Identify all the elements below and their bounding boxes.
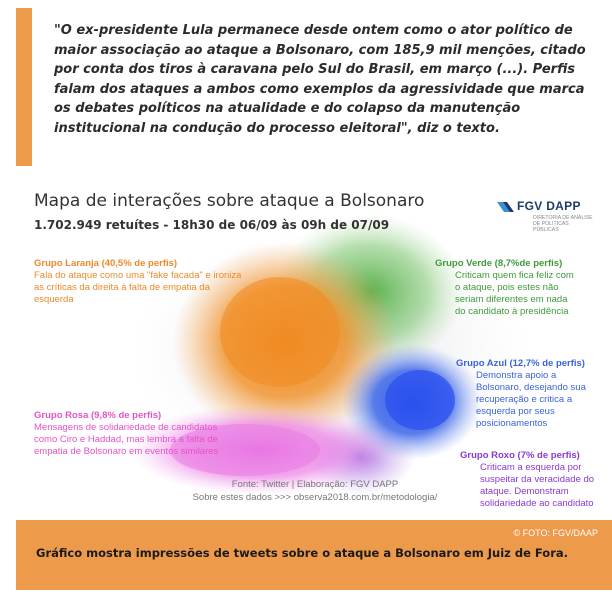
methodology-link[interactable]: Sobre estes dados >>> observa2018.com.br/metodologia/: [192, 492, 438, 503]
group-green-label: [435, 258, 575, 318]
group-purple-name: Grupo Roxo (7% de perfis): [460, 450, 580, 461]
group-pink-label: [34, 410, 224, 458]
group-pink-name: Grupo Rosa (9,8% de perfis): [34, 410, 162, 421]
group-orange-label: [34, 258, 244, 306]
caption-box: [16, 520, 612, 590]
photo-credit: © FOTO: FGV/DAAP: [513, 528, 598, 538]
logo-description: DIRETORIA DE ANÁLISE DE POLÍTICAS PÚBLICAS: [533, 215, 593, 234]
group-purple-description: Criticam a esquerda por suspeitar da veracidade do ataque. Demonstram solidariedade ao candidato: [480, 462, 595, 509]
group-green-description: Criticam quem fica feliz com o ataque, pois estes não seriam diferentes em nada do candidato à presidência: [455, 270, 574, 317]
group-orange-description: Fala do ataque como uma "fake facada" e ironiza as críticas da direita à falta de empatia da esquerda: [34, 270, 242, 305]
group-green-name: Grupo Verde (8,7%de perfis): [435, 258, 563, 269]
logo-name: FGV DAPP: [517, 199, 581, 213]
group-blue-name: Grupo Azul (12,7% de perfis): [456, 358, 585, 369]
group-blue-label: [456, 358, 596, 430]
source-credit: Fonte: Twitter | Elaboração: FGV DAPP: [231, 479, 399, 490]
network-infographic: [30, 182, 602, 518]
infographic-source: [170, 478, 460, 504]
group-blue-description: Demonstra apoio a Bolsonaro, desejando sua recuperação e critica a esquerda por seus posicionamentos: [476, 370, 586, 429]
infographic-subtitle: 1.702.949 retuítes - 18h30 de 06/09 às 09h de 07/09: [34, 218, 390, 232]
quote-text: "O ex-presidente Lula permanece desde ontem como o ator político de maior associação ao ataque a Bolsonaro, com 185,9 mil menções, citado por conta dos tiros à caravana pelo Sul do Brasil, em março (...). Perfis falam dos ataques a ambos como exemplos da agressividade que marca os debates políticos na atualidade e do colapso da manutenção institucional na condução do processo eleitoral", diz o texto.: [54, 23, 586, 136]
caption-text: Gráfico mostra impressões de tweets sobre o ataque a Bolsonaro em Juiz de Fora.: [36, 546, 568, 560]
quote-accent-bar: [16, 8, 32, 166]
group-pink-description: Mensagens de solidariedade de candidatos como Ciro e Haddad, mas lembra a falta de empatia de Bolsonaro em eventos similares: [34, 422, 219, 457]
infographic-title: Mapa de interações sobre ataque a Bolsonaro: [34, 191, 425, 211]
fgv-arrow-icon: [495, 201, 517, 213]
cluster-blue-core: [385, 370, 455, 430]
group-purple-label: [460, 450, 600, 510]
group-orange-name: Grupo Laranja (40,5% de perfis): [34, 258, 178, 269]
